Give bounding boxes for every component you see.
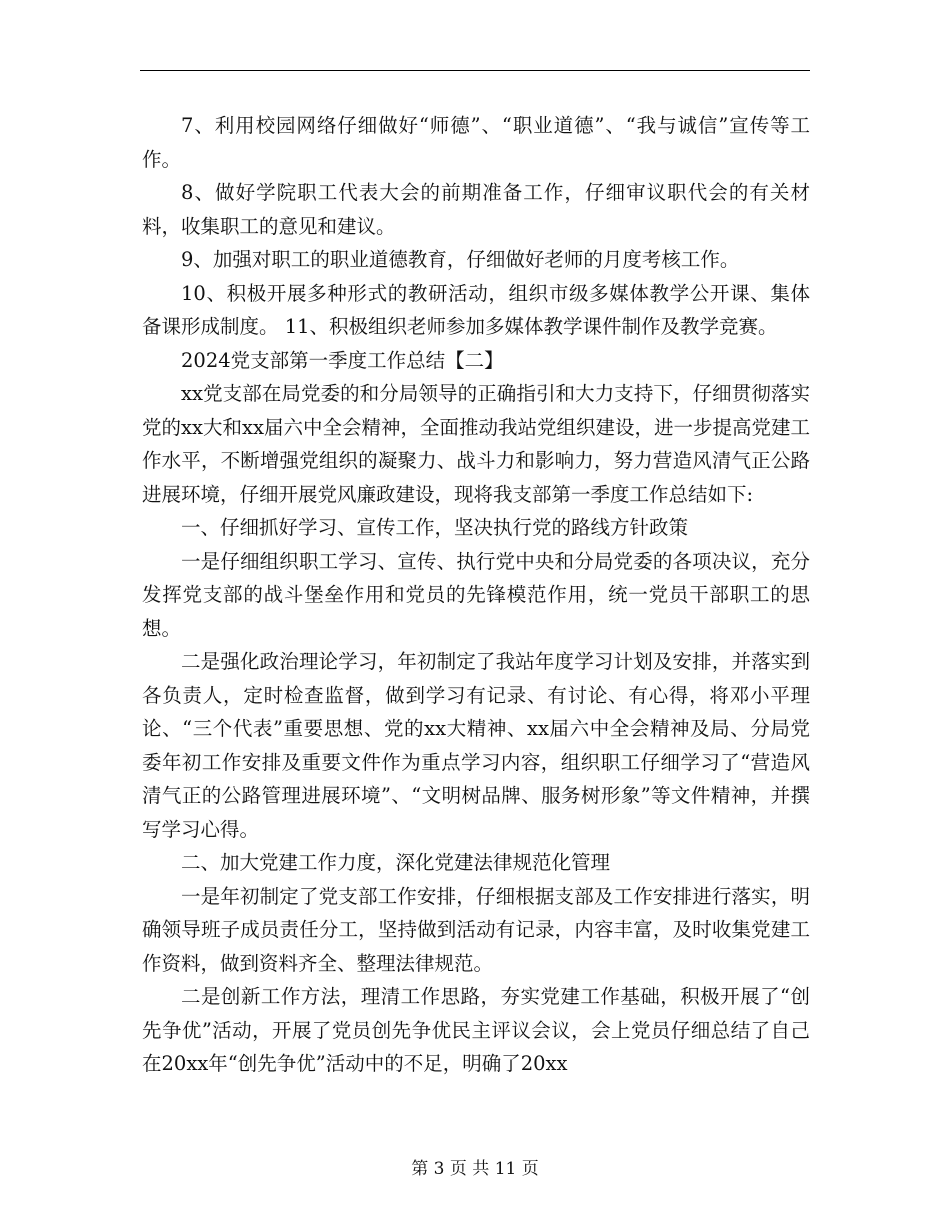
- paragraph: 8、做好学院职工代表大会的前期准备工作，仔细审议职代会的有关材料，收集职工的意见和建议。: [142, 181, 810, 238]
- section-heading: 一、仔细抓好学习、宣传工作，坚决执行党的路线方针政策: [181, 516, 689, 539]
- paragraph: 7、利用校园网络仔细做好“师德”、“职业道德”、“我与诚信”宣传等工作。: [142, 114, 810, 171]
- paragraph: 一是年初制定了党支部工作安排，仔细根据支部及工作安排进行落实，明确领导班子成员责任分工，坚持做到活动有记录，内容丰富，及时收集党建工作资料，做到资料齐全、整理法律规范。: [142, 884, 810, 975]
- paragraph: 二是创新工作方法，理清工作思路，夯实党建工作基础，积极开展了“创先争优”活动，开展了党员创先争优民主评议会议，会上党员仔细总结了自己在20xx年“创先争优”活动中的不足，明确了20xx: [142, 985, 810, 1075]
- paragraph: 10、积极开展多种形式的教研活动，组织市级多媒体教学公开课、集体备课形成制度。 11、积极组织老师参加多媒体教学课件制作及教学竞赛。: [142, 281, 810, 338]
- page-number-footer: 第 3 页 共 11 页: [411, 1159, 539, 1179]
- section-title: 2024党支部第一季度工作总结【二】: [181, 348, 504, 372]
- header-rule: [140, 70, 810, 71]
- section-heading: 二、加大党建工作力度，深化党建法律规范化管理: [181, 851, 611, 874]
- paragraph: 二是强化政治理论学习，年初制定了我站年度学习计划及安排，并落实到各负责人，定时检查监督，做到学习有记录、有讨论、有心得，将邓小平理论、“三个代表”重要思想、党的xx大精神、xx届六中全会精神及局、分局党委年初工作安排及重要文件作为重点学习内容，组织职工仔细学习了“营造风清气正的公路管理进展环境”、“文明树品牌、服务树形象”等文件精神，并撰写学习心得。: [142, 650, 810, 841]
- document-body: [142, 109, 810, 1081]
- paragraph: xx党支部在局党委的和分局领导的正确指引和大力支持下，仔细贯彻落实党的xx大和xx届六中全会精神，全面推动我站党组织建设，进一步提高党建工作水平，不断增强党组织的凝聚力、战斗力和影响力，努力营造风清气正公路进展环境，仔细开展党风廉政建设，现将我支部第一季度工作总结如下:: [142, 382, 810, 506]
- paragraph: 9、加强对职工的职业道德教育，仔细做好老师的月度考核工作。: [181, 248, 740, 271]
- paragraph: 一是仔细组织职工学习、宣传、执行党中央和分局党委的各项决议，充分发挥党支部的战斗堡垒作用和党员的先锋模范作用，统一党员干部职工的思想。: [142, 549, 810, 640]
